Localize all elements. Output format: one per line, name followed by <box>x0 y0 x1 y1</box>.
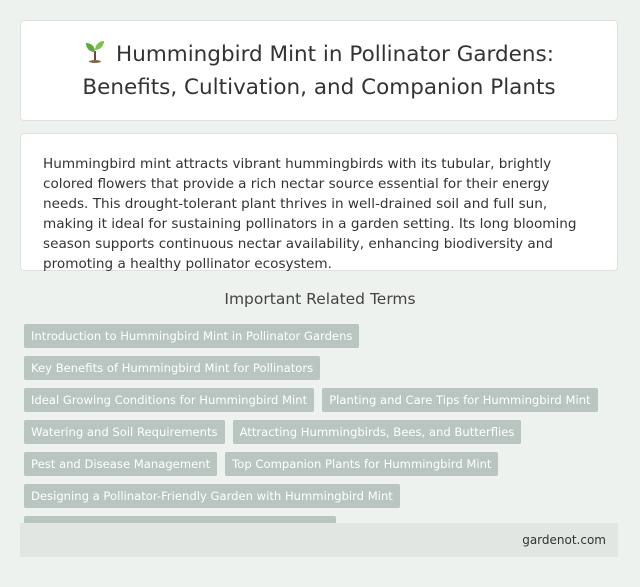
related-term-tag[interactable]: Pest and Disease Management <box>24 452 217 476</box>
page-title <box>82 39 555 103</box>
related-term-tag[interactable]: Attracting Hummingbirds, Bees, and Butterflies <box>233 420 522 444</box>
related-term-tag[interactable]: Key Benefits of Hummingbird Mint for Pollinators <box>24 356 320 380</box>
title-card <box>20 20 618 121</box>
footer <box>20 523 618 557</box>
title-line-1: Hummingbird Mint in Pollinator Gardens: <box>116 41 554 67</box>
seedling-icon <box>84 39 106 72</box>
related-term-tag[interactable]: Ideal Growing Conditions for Hummingbird Mint <box>24 388 314 412</box>
related-term-tag[interactable]: Introduction to Hummingbird Mint in Pollinator Gardens <box>24 324 359 348</box>
related-terms-heading: Important Related Terms <box>224 290 416 308</box>
related-term-tag[interactable]: Watering and Soil Requirements <box>24 420 225 444</box>
description-text: Hummingbird mint attracts vibrant hummingbirds with its tubular, brightly colored flowers that provide a rich nectar source essential for their energy needs. This drought-tolerant plant thrives in well-drained soil and full sun, making it ideal for sustaining pollinators in a garden setting. Its long blooming season supports continuous nectar availability, enhancing biodiversity and promoting a healthy pollinator ecosystem. <box>43 156 577 272</box>
description-card <box>20 133 618 271</box>
related-terms-list <box>24 324 624 548</box>
related-term-tag[interactable]: Designing a Pollinator-Friendly Garden with Hummingbird Mint <box>24 484 400 508</box>
footer-site-link[interactable]: gardenot.com <box>522 533 606 547</box>
related-term-tag[interactable]: Top Companion Plants for Hummingbird Mint <box>225 452 498 476</box>
related-term-tag[interactable]: Planting and Care Tips for Hummingbird Mint <box>322 388 597 412</box>
title-line-2: Benefits, Cultivation, and Companion Plants <box>82 74 556 100</box>
